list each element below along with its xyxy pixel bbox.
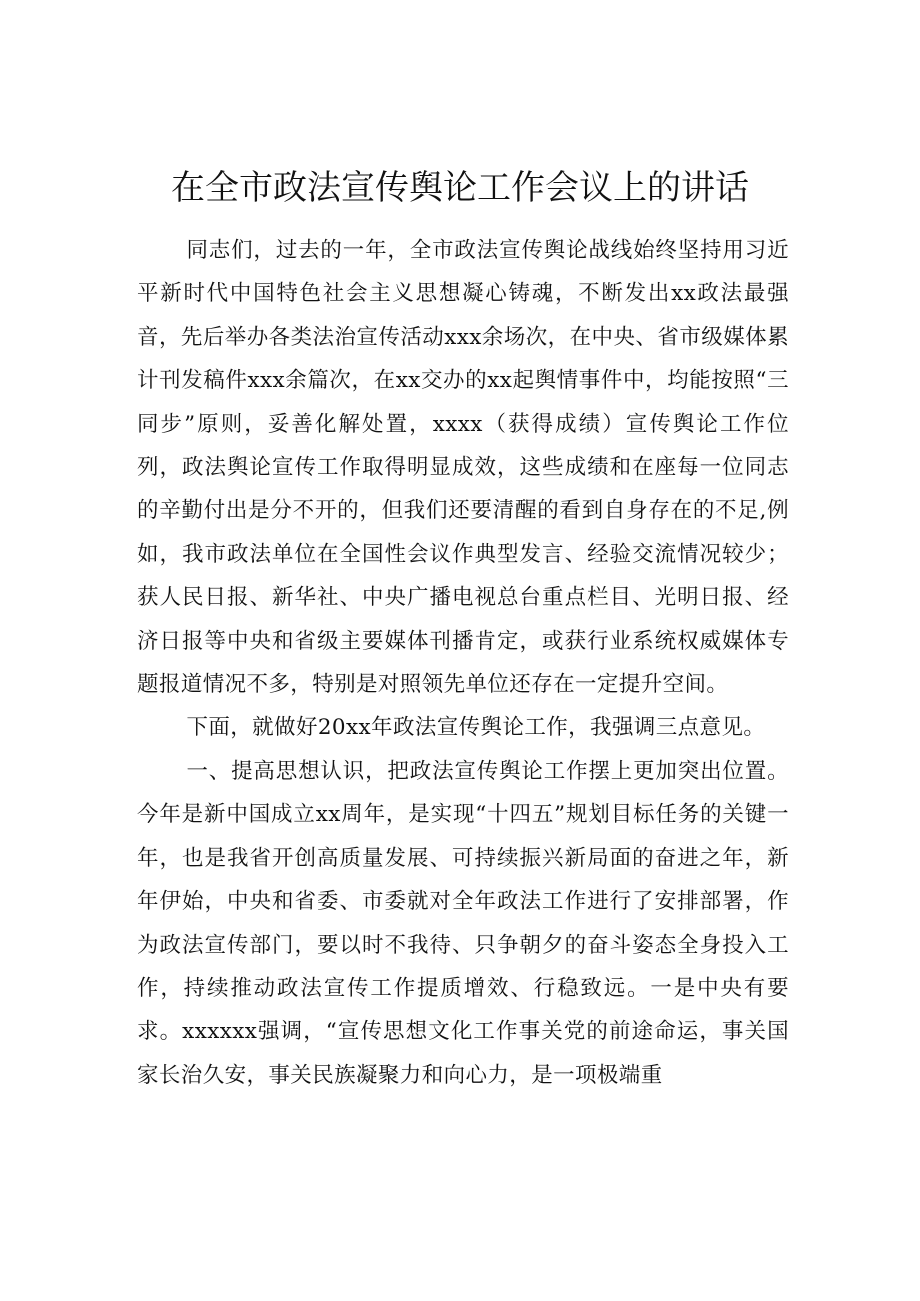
- document-body: [137, 229, 789, 1097]
- paragraph-opening: 同志们，过去的一年，全市政法宣传舆论战线始终坚持用习近平新时代中国特色社会主义思想凝心铸魂，不断发出xx政法最强音，先后举办各类法治宣传活动xxx余场次，在中央、省市级媒体累计刊发稿件xxx余篇次，在xx交办的xx起舆情事件中，均能按照“三同步”原则，妥善化解处置，xxxx（获得成绩）宣传舆论工作位列，政法舆论宣传工作取得明显成效，这些成绩和在座每一位同志的辛勤付出是分不开的，但我们还要清醒的看到自身存在的不足,例如，我市政法单位在全国性会议作典型发言、经验交流情况较少；获人民日报、新华社、中央广播电视总台重点栏目、光明日报、经济日报等中央和省级主要媒体刊播肯定，或获行业系统权威媒体专题报道情况不多，特别是对照领先单位还存在一定提升空间。: [137, 238, 789, 698]
- paragraph-intro: 下面，就做好20xx年政法宣传舆论工作，我强调三点意见。: [186, 715, 766, 741]
- paragraph-section-one: 一、提高思想认识，把政法宣传舆论工作摆上更加突出位置。今年是新中国成立xx周年，是实现“十四五”规划目标任务的关键一年，也是我省开创高质量发展、可持续振兴新局面的奋进之年，新年伊始，中央和省委、市委就对全年政法工作进行了安排部署，作为政法宣传部门，要以时不我待、只争朝夕的奋斗姿态全身投入工作，持续推动政法宣传工作提质增效、行稳致远。一是中央有要求。xxxxxx强调，“宣传思想文化工作事关党的前途命运，事关国家长治久安，事关民族凝聚力和向心力，是一项极端重: [137, 758, 789, 1088]
- document-title: 在全市政法宣传舆论工作会议上的讲话: [171, 168, 749, 208]
